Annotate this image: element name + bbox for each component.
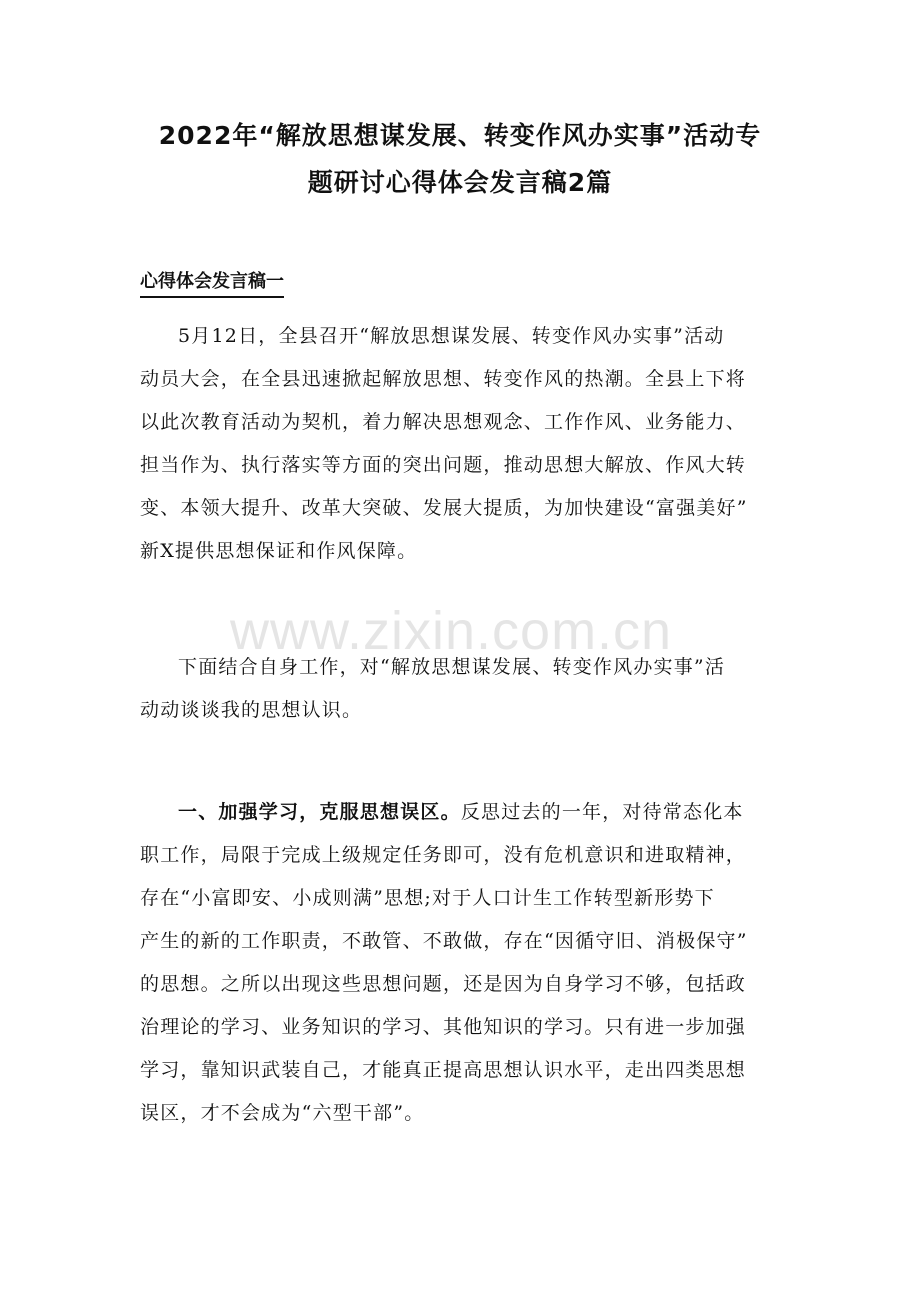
point-one-heading: 一、加强学习，克服思想误区。: [178, 801, 461, 823]
document-title: [120, 112, 800, 206]
text-line: 下面结合自身工作，对“解放思想谋发展、转变作风办实事”活: [178, 656, 726, 678]
point-one-first-rest: 反思过去的一年，对待常态化本: [460, 801, 744, 823]
text-line: 的思想。之所以出现这些思想问题，还是因为自身学习不够，包括政: [140, 973, 747, 995]
section-heading: 心得体会发言稿一: [140, 268, 284, 298]
text-line: 变、本领大提升、改革大突破、发展大提质，为加快建设“富强美好”: [140, 497, 748, 519]
title-line-1: 2022年“解放思想谋发展、转变作风办实事”活动专: [158, 121, 762, 150]
text-line: 产生的新的工作职责，不敢管、不敢做，存在“因循守旧、消极保守”: [140, 930, 748, 952]
paragraph-intro: [140, 315, 800, 573]
text-line: 治理论的学习、业务知识的学习、其他知识的学习。只有进一步加强: [140, 1016, 747, 1038]
text-line: 存在“小富即安、小成则满”思想;对于人口计生工作转型新形势下: [140, 887, 715, 909]
text-line: 误区，才不会成为“六型干部”。: [140, 1102, 425, 1124]
text-line: 以此次教育活动为契机，着力解决思想观念、工作作风、业务能力、: [140, 411, 747, 433]
text-line: 新X提供思想保证和作风保障。: [140, 540, 418, 562]
text-line: 5月12日，全县召开“解放思想谋发展、转变作风办实事”活动: [178, 325, 725, 347]
paragraph-transition: [140, 646, 800, 732]
text-line: 动动谈谈我的思想认识。: [140, 699, 363, 721]
text-line: 动员大会，在全县迅速掀起解放思想、转变作风的热潮。全县上下将: [140, 368, 747, 390]
text-line: [140, 791, 800, 834]
title-line-2: 题研讨心得体会发言稿2篇: [307, 168, 613, 197]
text-line: 职工作，局限于完成上级规定任务即可，没有危机意识和进取精神，: [140, 844, 747, 866]
watermark: www.zixin.com.cn: [230, 601, 673, 661]
paragraph-point-one: [140, 791, 800, 1135]
text-line: 担当作为、执行落实等方面的突出问题，推动思想大解放、作风大转: [140, 454, 747, 476]
text-line: 学习，靠知识武装自己，才能真正提高思想认识水平，走出四类思想: [140, 1059, 747, 1081]
